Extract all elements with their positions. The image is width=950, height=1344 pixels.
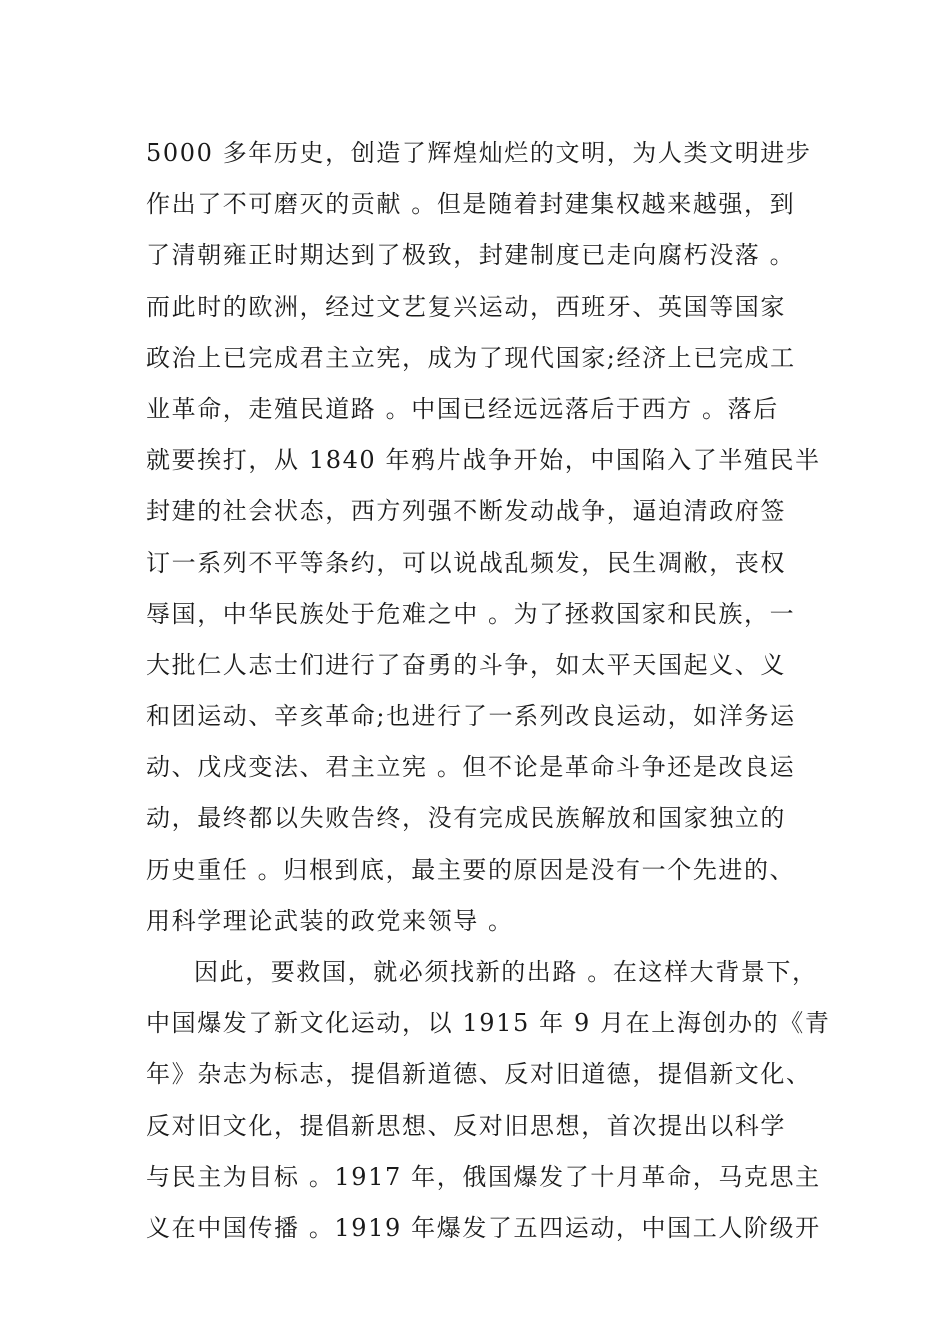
paragraph-start-line: 因此，要救国，就必须找新的出路 。在这样大背景下，	[194, 958, 818, 986]
text-line: 辱国，中华民族处于危难之中 。为了拯救国家和民族，一	[146, 599, 796, 628]
text-line: 义在中国传播 。1919 年爆发了五四运动，中国工人阶级开	[146, 1213, 821, 1242]
text-line: 年》杂志为标志，提倡新道德、反对旧道德，提倡新文化、	[146, 1060, 812, 1089]
text-line: 大批仁人志士们进行了奋勇的斗争，如太平天国起义、义	[146, 650, 786, 679]
text-line: 了清朝雍正时期达到了极致，封建制度已走向腐朽没落 。	[146, 241, 796, 270]
text-line: 中国爆发了新文化运动，以 1915 年 9 月在上海创办的《青	[146, 1009, 831, 1038]
text-line: 就要挨打，从 1840 年鸦片战争开始，中国陷入了半殖民半	[146, 446, 821, 475]
text-line: 与民主为目标 。1917 年，俄国爆发了十月革命，马克思主	[146, 1162, 821, 1191]
text-line: 动、戊戌变法、君主立宪 。但不论是革命斗争还是改良运	[146, 753, 796, 782]
text-line: 历史重任 。归根到底，最主要的原因是没有一个先进的、	[146, 855, 796, 884]
text-line: 5000 多年历史，创造了辉煌灿烂的文明，为人类文明进步	[146, 139, 812, 167]
text-line: 业革命，走殖民道路 。中国已经远远落后于西方 。落后	[146, 394, 779, 423]
body-text	[146, 128, 846, 1254]
text-line: 政治上已完成君主立宪，成为了现代国家;经济上已完成工	[146, 343, 796, 372]
text-line: 动，最终都以失败告终，没有完成民族解放和国家独立的	[146, 804, 786, 833]
text-line: 而此时的欧洲，经过文艺复兴运动，西班牙、英国等国家	[146, 292, 786, 321]
text-line: 和团运动、辛亥革命;也进行了一系列改良运动，如洋务运	[146, 702, 796, 731]
text-line: 反对旧文化，提倡新思想、反对旧思想，首次提出以科学	[146, 1111, 786, 1140]
text-line: 作出了不可磨灭的贡献 。但是随着封建集权越来越强，到	[146, 190, 796, 219]
text-line: 订一系列不平等条约，可以说战乱频发，民生凋敝，丧权	[146, 548, 786, 577]
text-line: 用科学理论武装的政党来领导 。	[146, 906, 514, 935]
text-line: 封建的社会状态，西方列强不断发动战争，逼迫清政府签	[146, 497, 786, 526]
